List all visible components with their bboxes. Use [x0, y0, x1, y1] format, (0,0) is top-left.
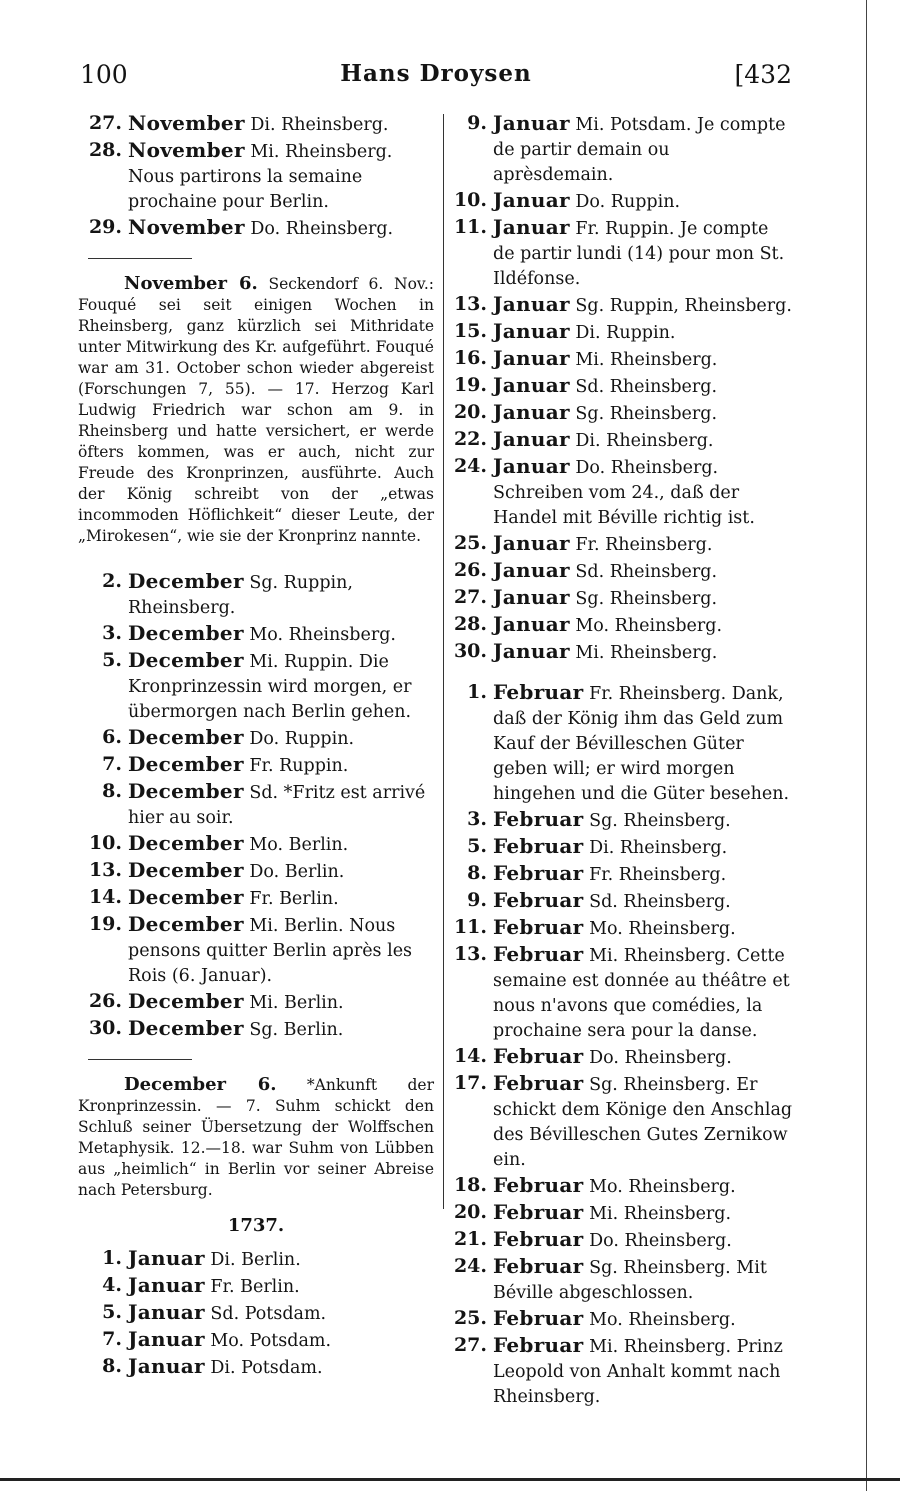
- diary-entry: [447, 531, 793, 558]
- entry-day: 17.: [453, 1072, 487, 1094]
- entry-month: December: [128, 831, 244, 855]
- entry-day: 15.: [453, 320, 487, 342]
- right-column: [447, 111, 793, 1410]
- note-divider: [88, 258, 192, 259]
- entry-day: 26.: [88, 990, 122, 1012]
- entry-day: 27.: [88, 112, 122, 134]
- diary-entry: [447, 915, 793, 942]
- entry-text: Mi. Rheinsberg. Cette semaine est donnée au théâtre et nous n'avons que comédies, la prochaine sera pour la danse.: [493, 946, 790, 1041]
- entry-month: December: [128, 725, 244, 749]
- entry-text: Mi. Potsdam. Je compte de partir demain ou aprèsdemain.: [493, 115, 786, 185]
- entry-text: Do. Ruppin.: [249, 729, 355, 749]
- diary-entry: [447, 639, 793, 666]
- entry-month: December: [128, 621, 244, 645]
- entry-month: December: [128, 752, 244, 776]
- diary-entry: [78, 1327, 434, 1354]
- entry-text: Fr. Rheinsberg.: [575, 535, 713, 555]
- entry-day: 28.: [88, 139, 122, 161]
- entry-month: December: [128, 989, 244, 1013]
- diary-entry: [447, 292, 793, 319]
- entry-text: Mi. Rheinsberg.: [575, 643, 718, 663]
- entry-text: Do. Berlin.: [249, 862, 345, 882]
- entry-month: Februar: [493, 834, 584, 858]
- entry-text: Di. Berlin.: [210, 1250, 301, 1270]
- entry-text: Sg. Rheinsberg.: [575, 589, 718, 609]
- entry-month: Januar: [493, 215, 570, 239]
- entry-month: Januar: [128, 1246, 205, 1270]
- entry-month: Januar: [128, 1354, 205, 1378]
- entry-month: Februar: [493, 915, 584, 939]
- entry-day: 10.: [88, 832, 122, 854]
- entry-text: Mo. Rheinsberg.: [249, 625, 396, 645]
- january-list: [78, 1246, 434, 1381]
- december-list: [78, 569, 434, 1043]
- entry-month: Januar: [493, 454, 570, 478]
- entry-month: December: [128, 569, 244, 593]
- diary-entry: [447, 427, 793, 454]
- entry-month: Februar: [493, 1227, 584, 1251]
- footnote-november: [78, 273, 434, 547]
- entry-text: Mo. Rheinsberg.: [589, 1177, 736, 1197]
- entry-day: 4.: [102, 1274, 122, 1296]
- entry-day: 19.: [88, 913, 122, 935]
- diary-entry: [447, 1254, 793, 1306]
- entry-text: Di. Rheinsberg.: [589, 838, 728, 858]
- entry-text: Sg. Ruppin, Rheinsberg.: [128, 573, 353, 618]
- entry-text: Di. Potsdam.: [210, 1358, 323, 1378]
- diary-entry: [447, 888, 793, 915]
- entry-day: 10.: [453, 189, 487, 211]
- entry-month: Februar: [493, 942, 584, 966]
- running-title: Hans Droysen: [340, 60, 532, 87]
- entry-month: Februar: [493, 888, 584, 912]
- entry-text: Do. Rheinsberg.: [589, 1048, 732, 1068]
- diary-entry: [78, 1246, 434, 1273]
- entry-month: Januar: [128, 1327, 205, 1351]
- diary-entry: [447, 111, 793, 188]
- entry-month: Januar: [493, 400, 570, 424]
- diary-entry: [78, 1300, 434, 1327]
- entry-text: Sd. Rheinsberg.: [575, 377, 718, 397]
- entry-month: Januar: [493, 639, 570, 663]
- entry-day: 14.: [453, 1045, 487, 1067]
- entry-day: 11.: [453, 216, 487, 238]
- entry-month: Februar: [493, 1044, 584, 1068]
- diary-entry: [78, 621, 434, 648]
- entry-text: Mo. Rheinsberg.: [575, 616, 723, 636]
- diary-entry: [78, 885, 434, 912]
- entry-day: 7.: [102, 753, 122, 775]
- entry-day: 27.: [453, 586, 487, 608]
- entry-text: Sd. Rheinsberg.: [589, 892, 731, 912]
- entry-text: Fr. Rheinsberg. Dank, daß der König ihm das Geld zum Kauf der Bévilleschen Güter geben will; er wird morgen hingehen und die Güter besehen.: [493, 684, 790, 804]
- diary-entry: [78, 648, 434, 725]
- entry-day: 20.: [453, 1201, 487, 1223]
- entry-month: Februar: [493, 1333, 584, 1357]
- entry-day: 25.: [453, 1307, 487, 1329]
- entry-day: 13.: [453, 943, 487, 965]
- diary-entry: [78, 215, 434, 242]
- january-list: [447, 111, 793, 666]
- entry-text: Fr. Berlin.: [210, 1277, 300, 1297]
- entry-day: 3.: [102, 622, 122, 644]
- entry-month: Januar: [493, 531, 570, 555]
- entry-text: Sd. *Fritz est arrivé hier au soir.: [128, 783, 426, 828]
- entry-day: 13.: [453, 293, 487, 315]
- entry-day: 13.: [88, 859, 122, 881]
- diary-entry: [78, 1354, 434, 1381]
- year-heading: 1737.: [227, 1215, 285, 1236]
- entry-text: Mo. Rheinsberg.: [589, 1310, 736, 1330]
- diary-entry: [447, 585, 793, 612]
- diary-entry: [447, 942, 793, 1044]
- entry-day: 9.: [467, 889, 487, 911]
- diary-entry: [78, 569, 434, 621]
- note-divider: [88, 1059, 192, 1060]
- entry-day: 5.: [102, 649, 122, 671]
- diary-entry: [447, 1044, 793, 1071]
- entry-text: Do. Rheinsberg.: [589, 1231, 732, 1251]
- entry-text: Di. Ruppin.: [575, 323, 676, 343]
- diary-entry: [78, 1273, 434, 1300]
- entry-text: Mi. Rheinsberg.: [589, 1204, 732, 1224]
- left-column: [78, 111, 434, 1381]
- entry-month: December: [128, 1016, 244, 1040]
- entry-text: Do. Rheinsberg. Schreiben vom 24., daß der Handel mit Béville richtig ist.: [493, 458, 755, 528]
- entry-text: Mi. Berlin. Nous pensons quitter Berlin après les Rois (6. Januar).: [128, 916, 413, 986]
- entry-text: Mi. Rheinsberg.: [575, 350, 718, 370]
- entry-text: Sg. Rheinsberg.: [589, 811, 731, 831]
- diary-entry: [447, 1200, 793, 1227]
- diary-entry: [78, 912, 434, 989]
- section-marker: [432: [734, 60, 792, 89]
- entry-text: Sg. Berlin.: [249, 1020, 344, 1040]
- page-edge-line: [866, 0, 867, 1491]
- entry-text: Sg. Rheinsberg. Er schickt dem Könige den Anschlag des Bévilleschen Gutes Zernikow ein.: [493, 1075, 793, 1170]
- entry-text: Fr. Ruppin.: [249, 756, 349, 776]
- entry-day: 28.: [453, 613, 487, 635]
- november-list: [78, 111, 434, 242]
- diary-entry: [78, 111, 434, 138]
- entry-month: Februar: [493, 1254, 584, 1278]
- entry-month: Februar: [493, 861, 584, 885]
- entry-month: Januar: [493, 188, 570, 212]
- entry-month: Januar: [493, 111, 570, 135]
- diary-entry: [447, 373, 793, 400]
- entry-text: Do. Ruppin.: [575, 192, 681, 212]
- entry-month: December: [128, 648, 244, 672]
- diary-entry: [78, 779, 434, 831]
- diary-entry: [447, 1333, 793, 1410]
- entry-month: Januar: [493, 612, 570, 636]
- diary-entry: [447, 834, 793, 861]
- entry-day: 29.: [88, 216, 122, 238]
- diary-entry: [447, 1306, 793, 1333]
- note-text: *Ankunft der Kronprinzessin. — 7. Suhm schickt den Schluß seiner Übersetzung der Wolffschen Metaphysik. 12.—18. war Suhm von Lübben aus „heimlich“ in Berlin vor seiner Abreise nach Petersburg.: [78, 1076, 434, 1199]
- entry-text: Sg. Ruppin, Rheinsberg.: [575, 296, 792, 316]
- entry-day: 24.: [453, 455, 487, 477]
- entry-text: Di. Rheinsberg.: [250, 115, 389, 135]
- entry-day: 20.: [453, 401, 487, 423]
- diary-entry: [447, 861, 793, 888]
- entry-day: 8.: [102, 1355, 122, 1377]
- diary-entry: [447, 454, 793, 531]
- diary-entry: [447, 215, 793, 292]
- entry-text: Sg. Rheinsberg.: [575, 404, 718, 424]
- entry-day: 3.: [467, 808, 487, 830]
- note-lead: November 6.: [124, 273, 258, 294]
- entry-month: November: [128, 138, 245, 162]
- entry-day: 7.: [102, 1328, 122, 1350]
- diary-entry: [78, 989, 434, 1016]
- entry-day: 14.: [88, 886, 122, 908]
- page-header: [80, 52, 792, 92]
- column-divider: [443, 114, 444, 1209]
- diary-entry: [447, 558, 793, 585]
- february-list: [447, 680, 793, 1410]
- entry-text: Mo. Berlin.: [249, 835, 349, 855]
- entry-text: Fr. Ruppin. Je compte de partir lundi (14) pour mon St. Ildéfonse.: [493, 219, 785, 289]
- entry-month: Februar: [493, 807, 584, 831]
- entry-text: Fr. Rheinsberg.: [589, 865, 727, 885]
- diary-entry: [447, 346, 793, 373]
- entry-month: Januar: [493, 585, 570, 609]
- entry-day: 26.: [453, 559, 487, 581]
- note-text: Seckendorf 6. Nov.: Fouqué sei seit einigen Wochen in Rheinsberg, ganz kürzlich sei Mithridate unter Mitwirkung des Kr. aufgeführt. Fouqué war am 31. October schon wieder abgereist (Forschungen 7, 55). — 17. Herzog Karl Ludwig Friedrich war schon am 9. in Rheinsberg und hatte versichert, er werde öfters kommen, was er auch, nicht zur Freude des Kronprinzen, ausführte. Auch der König schreibt von der „etwas incommoden Höflichkeit“ dieser Leute, der „Mirokesen“, wie sie der Kronprinz nannte.: [78, 275, 434, 545]
- entry-day: 18.: [453, 1174, 487, 1196]
- entry-text: Do. Rheinsberg.: [250, 219, 394, 239]
- entry-day: 25.: [453, 532, 487, 554]
- entry-day: 19.: [453, 374, 487, 396]
- diary-entry: [447, 1227, 793, 1254]
- diary-entry: [78, 725, 434, 752]
- entry-month: Januar: [493, 292, 570, 316]
- diary-entry: [447, 1071, 793, 1173]
- entry-day: 1.: [102, 1247, 122, 1269]
- entry-text: Mo. Rheinsberg.: [589, 919, 736, 939]
- diary-entry: [447, 400, 793, 427]
- entry-day: 27.: [453, 1334, 487, 1356]
- diary-entry: [447, 680, 793, 807]
- entry-text: Sg. Rheinsberg. Mit Béville abgeschlossen.: [493, 1258, 767, 1303]
- entry-month: Januar: [128, 1273, 205, 1297]
- entry-month: Januar: [493, 427, 570, 451]
- diary-entry: [78, 752, 434, 779]
- entry-month: Januar: [493, 346, 570, 370]
- entry-day: 1.: [467, 681, 487, 703]
- entry-month: Januar: [493, 373, 570, 397]
- diary-entry: [447, 319, 793, 346]
- entry-month: Januar: [493, 319, 570, 343]
- entry-month: November: [128, 215, 245, 239]
- entry-day: 8.: [467, 862, 487, 884]
- entry-month: Februar: [493, 1173, 584, 1197]
- entry-month: Februar: [493, 1306, 584, 1330]
- entry-day: 30.: [88, 1017, 122, 1039]
- page-bottom-rule: [0, 1478, 900, 1481]
- entry-day: 6.: [102, 726, 122, 748]
- entry-day: 22.: [453, 428, 487, 450]
- entry-day: 5.: [467, 835, 487, 857]
- entry-text: Mi. Ruppin. Die Kronprinzessin wird morgen, er übermorgen nach Berlin gehen.: [128, 652, 412, 722]
- entry-text: Sd. Rheinsberg.: [575, 562, 718, 582]
- diary-entry: [447, 807, 793, 834]
- entry-text: Sd. Potsdam.: [210, 1304, 327, 1324]
- diary-entry: [78, 831, 434, 858]
- diary-entry: [447, 612, 793, 639]
- entry-day: 24.: [453, 1255, 487, 1277]
- entry-day: 8.: [102, 780, 122, 802]
- entry-text: Fr. Berlin.: [249, 889, 339, 909]
- entry-text: Mi. Rheinsberg. Nous partirons la semaine prochaine pour Berlin.: [128, 142, 393, 212]
- page-number: 100: [80, 60, 128, 89]
- entry-day: 30.: [453, 640, 487, 662]
- entry-text: Mo. Potsdam.: [210, 1331, 332, 1351]
- note-lead: December 6.: [124, 1074, 277, 1095]
- entry-day: 21.: [453, 1228, 487, 1250]
- entry-month: December: [128, 779, 244, 803]
- entry-day: 5.: [102, 1301, 122, 1323]
- entry-month: Januar: [128, 1300, 205, 1324]
- entry-text: Mi. Berlin.: [249, 993, 344, 1013]
- diary-entry: [78, 1016, 434, 1043]
- entry-month: Januar: [493, 558, 570, 582]
- footnote-december: [78, 1074, 434, 1201]
- entry-text: Mi. Rheinsberg. Prinz Leopold von Anhalt kommt nach Rheinsberg.: [493, 1337, 783, 1407]
- entry-text: Di. Rheinsberg.: [575, 431, 714, 451]
- entry-month: November: [128, 111, 245, 135]
- entry-day: 2.: [102, 570, 122, 592]
- entry-day: 9.: [467, 112, 487, 134]
- entry-month: December: [128, 858, 244, 882]
- entry-day: 11.: [453, 916, 487, 938]
- entry-month: December: [128, 885, 244, 909]
- entry-month: Februar: [493, 1071, 584, 1095]
- entry-month: December: [128, 912, 244, 936]
- entry-day: 16.: [453, 347, 487, 369]
- diary-entry: [78, 138, 434, 215]
- entry-month: Februar: [493, 680, 584, 704]
- diary-entry: [78, 858, 434, 885]
- diary-entry: [447, 188, 793, 215]
- diary-entry: [447, 1173, 793, 1200]
- entry-month: Februar: [493, 1200, 584, 1224]
